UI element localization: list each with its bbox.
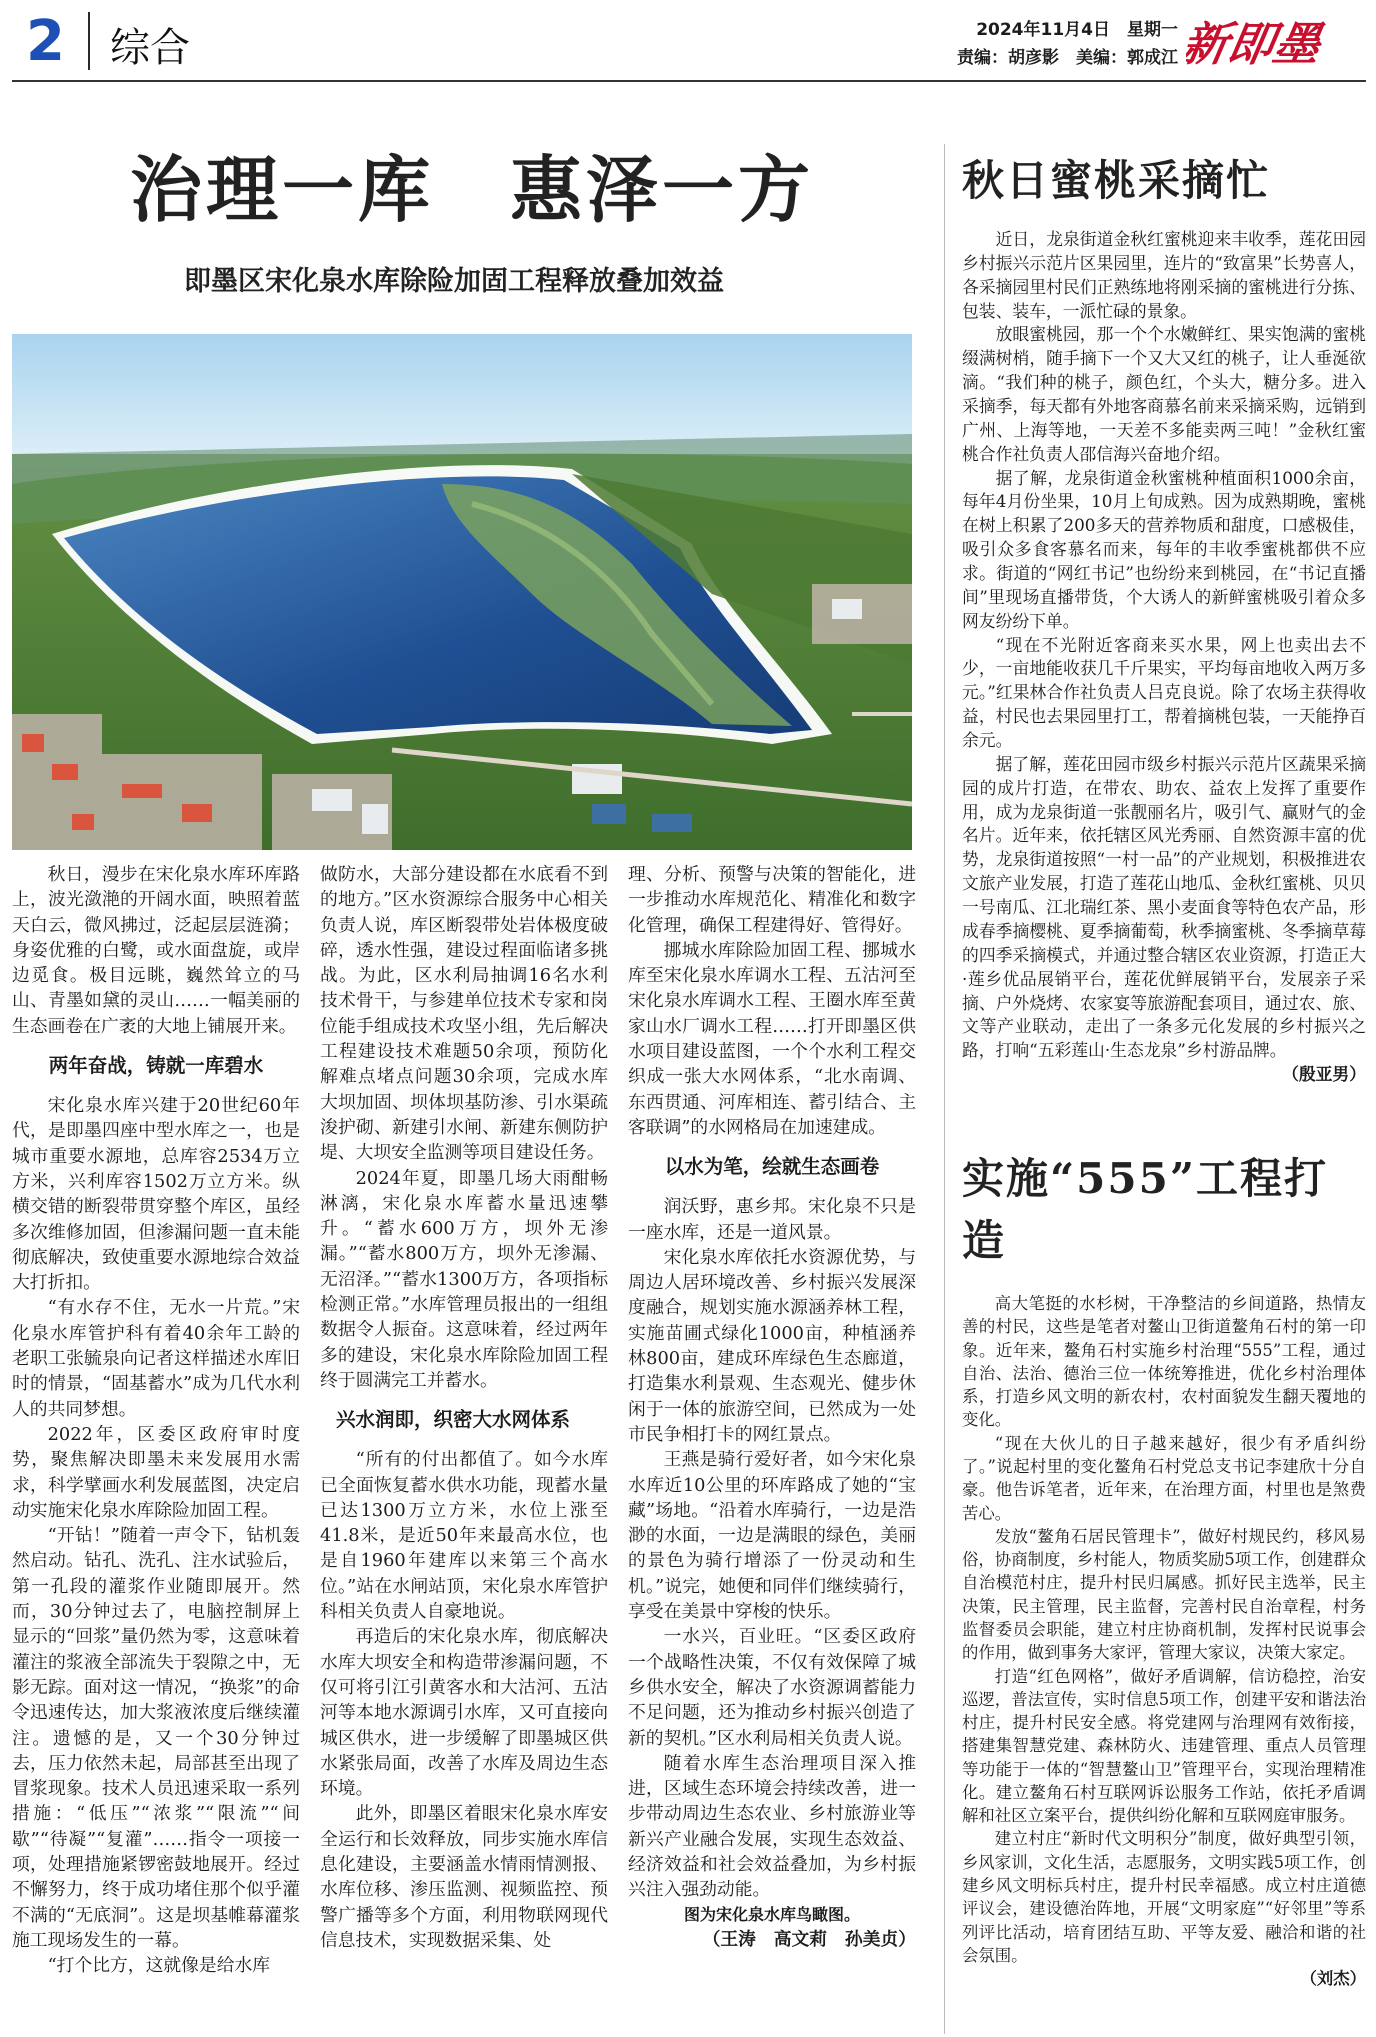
main-headline: 治理一库 惠泽一方	[130, 147, 815, 232]
subheading: 以水为笔，绘就生态画卷	[664, 1155, 880, 1179]
paragraph: 发放“鳌角石居民管理卡”，做好村规民约，移风易俗，协商制度，乡村能人，物质奖励5项工作，创建群众自治模范村庄，提升村民归属感。抓好民主选举，民主决策，民主管理，民主监督，完善村民自治章程，村务监督委员会职能，建立村庄协商机制，发挥村民说事会的作用，做到事务大家评，管理大家议，决策大家定。	[962, 1526, 1366, 1663]
paragraph: 据了解，龙泉街道金秋蜜桃种植面积1000余亩，每年4月份坐果，10月上旬成熟。因为成熟期晚，蜜桃在树上积累了200多天的营养物质和甜度，口感极佳，吸引众多食客慕名而来，每年的丰收季蜜桃都供不应求。街道的“网红书记”也纷纷来到桃园，在“书记直播间”里现场直播带货，个大诱人的新鲜蜜桃吸引着众多网友纷纷下单。	[962, 467, 1366, 631]
paragraph: 秋日，漫步在宋化泉水库环库路上，波光潋滟的开阔水面，映照着蓝天白云，微风拂过，泛起层层涟漪；身姿优雅的白鹭，或水面盘旋，或岸边觅食。极目远眺，巍然耸立的马山、青墨如黛的灵山……一幅美丽的生态画卷在广袤的大地上铺展开来。	[12, 864, 300, 1037]
paragraph: “现在大伙儿的日子越来越好，很少有矛盾纠纷了。”说起村里的变化鳌角石村党总支书记李建欣十分自豪。他告诉笔者，近年来，在治理方面，村里也是煞费苦心。	[962, 1433, 1366, 1523]
main-subheadline: 即墨区宋化泉水库除险加固工程释放叠加效益	[184, 266, 724, 297]
paragraph: 高大笔挺的水杉树，干净整洁的乡间道路，热情友善的村民，这些是笔者对鳌山卫街道鳌角石村的第一印象。近年来，鳌角石村实施乡村治理“555”工程，通过自治、法治、德治三位一体统筹推进，优化乡村治理体系，打造乡风文明的新农村，农村面貌发生翻天覆地的变化。	[962, 1294, 1366, 1430]
paragraph: 挪城水库除险加固工程、挪城水库至宋化泉水库调水工程、五沽河至宋化泉水库调水工程、王圈水库至黄家山水厂调水工程……打开即墨区供水项目建设蓝图，一个个水利工程交织成一张大水网体系，“北水南调、东西贯通、河库相连、蓄引结合、主客联调”的水网格局在加速建成。	[628, 939, 916, 1138]
main-article-column-1	[12, 862, 300, 2034]
header-rule	[12, 80, 1366, 82]
paragraph: 此外，即墨区着眼宋化泉水库安全运行和长效释放，同步实施水库信息化建设，主要涵盖水情雨情测报、水库位移、渗压监测、视频监控、预警广播等多个方面，利用物联网现代信息技术，实现数据采集、处	[320, 1803, 608, 1951]
header-divider	[88, 12, 90, 70]
paragraph: 据了解，莲花田园市级乡村振兴示范片区蔬果采摘园的成片打造，在带农、助农、益农上发挥了重要作用，成为龙泉街道一张靓丽名片，吸引气、赢财气的金名片。近年来，依托辖区风光秀丽、自然资源丰富的优势，龙泉街道按照“一村一品”的产业规划，积极推进农文旅产业发展，打造了莲花山地瓜、金秋红蜜桃、贝贝一号南瓜、江北瑞红茶、黑小麦面食等特色农产品，形成春季摘樱桃、夏季摘葡萄，秋季摘蜜桃、冬季摘草莓的四季采摘模式，并通过整合辖区农业资源，打造正大·莲乡优品展销平台，莲花优鲜展销平台，发展亲子采摘、户外烧烤、农家宴等旅游配套项目，通过农、旅、文等产业联动，走出了一条多元化发展的乡村振兴之路，打响“五彩莲山·生态龙泉”乡村游品牌。	[962, 753, 1366, 1061]
side-article-1-body	[962, 228, 1366, 1110]
paragraph: 随着水库生态治理项目深入推进，区域生态环境会持续改善，进一步带动周边生态农业、乡村旅游业等新兴产业融合发展，实现生态效益、经济效益和社会效益叠加，为乡村振兴注入强劲动能。	[628, 1752, 916, 1901]
byline: （王涛 高文莉 孙美贞）	[702, 1928, 916, 1950]
paragraph: 再造后的宋化泉水库，彻底解决水库大坝安全和构造带渗漏问题，不仅可将引江引黄客水和大沽河、五沽河等本地水源调引水库，又可直接向城区供水，进一步缓解了即墨城区供水紧张局面，改善了水库及周边生态环境。	[320, 1626, 608, 1800]
photo-caption: 图为宋化泉水库鸟瞰图。	[683, 1904, 860, 1924]
paragraph: 放眼蜜桃园，那一个个水嫩鲜红、果实饱满的蜜桃缀满树梢，随手摘下一个又大又红的桃子，让人垂涎欲滴。“我们种的桃子，颜色红，个头大，糖分多。进入采摘季，每天都有外地客商慕名前来采摘采购，远销到广州、上海等地，一天差不多能卖两三吨！”金秋红蜜桃合作社负责人邵信海兴奋地介绍。	[962, 324, 1366, 464]
byline: （刘杰）	[1300, 1969, 1366, 1989]
paragraph: 做防水，大部分建设都在水底看不到的地方。”区水资源综合服务中心相关负责人说，库区断裂带处岩体极度破碎，透水性强，建设过程面临诸多挑战。为此，区水利局抽调16名水利技术骨干，与参建单位技术专家和岗位能手组成技术攻坚小组，先后解决工程建设技术难题50余项，预防化解难点堵点问题30余项，完成水库大坝加固、坝体坝基防渗、引水渠疏浚护砌、新建引水闸、新建东侧防护堤、大坝安全监测等项目建设任务。	[320, 864, 608, 1164]
paragraph: 2024年夏，即墨几场大雨酣畅淋漓，宋化泉水库蓄水量迅速攀升。“蓄水600万方，坝外无渗漏。”“蓄水800万方，坝外无渗漏、无沼泽。”“蓄水1300万方，各项指标检测正常。”水库管理员报出的一组组数据令人振奋。这意味着，经过两年多的建设，宋化泉水库除险加固工程终于圆满完工并蓄水。	[320, 1167, 608, 1391]
paragraph: “所有的付出都值了。如今水库已全面恢复蓄水供水功能，现蓄水量已达1300万立方米，水位上涨至41.8米，是近50年来最高水位，也是自1960年建库以来第三个高水位。”站在水闸站顶，宋化泉水库管护科相关负责人自豪地说。	[320, 1449, 608, 1623]
paragraph: 理、分析、预警与决策的智能化，进一步推动水库规范化、精准化和数字化管理，确保工程建得好、管得好。	[628, 864, 916, 936]
side-article-2-body	[962, 1292, 1366, 2034]
paragraph: 近日，龙泉街道金秋红蜜桃迎来丰收季，莲花田园乡村振兴示范片区果园里，连片的“致富果”长势喜人，各采摘园里村民们正熟练地将刚采摘的蜜桃进行分拣、包装、装车，一派忙碌的景象。	[962, 229, 1366, 321]
side-article-1-headline: 秋日蜜桃采摘忙	[962, 156, 1271, 205]
headline-line	[962, 1272, 1366, 1276]
paragraph: 宋化泉水库依托水资源优势，与周边人居环境改善、乡村振兴发展深度融合，规划实施水源涵养林工程，实施苗圃式绿化1000亩，种植涵养林800亩，建成环库绿色生态廊道，打造集水利景观、生态观光、健步休闲于一体的旅游空间，已然成为一处市民争相打卡的网红景点。	[628, 1246, 916, 1445]
section-title: 综合	[110, 25, 190, 71]
paragraph: “打个比方，这就像是给水库	[47, 1955, 271, 1977]
paragraph: “开钻！”随着一声令下，钻机轰然启动。钻孔、洗孔、注水试验后，第一孔段的灌浆作业随即展开。然而，30分钟过去了，电脑控制屏上显示的“回浆”量仍然为零，这意味着灌注的浆液全部流失于裂隙之中，无影无踪。面对这一情况，“换浆”的命令迅速传达，加大浆液浓度后继续灌注。遗憾的是，又一个30分钟过去，压力依然未起，局部甚至出现了冒浆现象。技术人员迅速采取一系列措施：“低压”“浓浆”“限流”“间歇”“待凝”“复灌”……指令一项接一项，处理措施紧锣密鼓地展开。经过不懈努力，终于成功堵住那个似乎灌不满的“无底洞”。这是坝基帷幕灌浆施工现场发生的一幕。	[12, 1525, 300, 1951]
masthead-text: 新即墨	[1186, 16, 1325, 71]
issue-date: 2024年11月4日 星期一	[976, 20, 1178, 40]
paragraph: 王燕是骑行爱好者，如今宋化泉水库近10公里的环库路成了她的“宝藏”场地。“沿着水库骑行，一边是浩渺的水面，一边是满眼的绿色，美丽的景色为骑行增添了一份灵动和生机。”说完，她便和同伴们继续骑行，享受在美景中穿梭的快乐。	[628, 1449, 916, 1623]
headline-line: 实施“555”工程打造	[962, 1154, 1328, 1265]
reservoir-aerial-photo	[12, 334, 912, 850]
newspaper-masthead-logo	[1186, 10, 1366, 74]
paragraph: 一水兴，百业旺。“区委区政府一个战略性决策，不仅有效保障了城乡供水安全，解决了水资源调蓄能力不足问题，还为推动乡村振兴创造了新的契机。”区水利局相关负责人说。	[628, 1626, 916, 1749]
byline: （殷亚男）	[1282, 1064, 1366, 1085]
paragraph: 建立村庄“新时代文明积分”制度，做好典型引领，乡风家训，文化生活，志愿服务，文明实践5项工作，创建乡风文明标兵村庄，提升村民幸福感。成立村庄道德评议会，建设德治阵地，开展“文明家庭”“好邻里”等系列评比活动，培育团结互助、平等友爱、融洽和谐的社会氛围。	[962, 1829, 1366, 1965]
paragraph: “有水存不住，无水一片荒。”宋化泉水库管护科有着40余年工龄的老职工张毓泉向记者这样描述水库旧时的情景，“固基蓄水”成为几代水利人的共同梦想。	[12, 1297, 300, 1420]
paragraph: 润沃野，惠乡邦。宋化泉不只是一座水库，还是一道风景。	[628, 1196, 916, 1243]
subheading: 两年奋战，铸就一库碧水	[48, 1054, 264, 1078]
editors-credit: 责编：胡彦影 美编：郭成江	[957, 48, 1178, 68]
paragraph: 2022年，区委区政府审时度势，聚焦解决即墨未来发展用水需求，科学擘画水利发展蓝图，决定启动实施宋化泉水库除险加固工程。	[12, 1423, 300, 1521]
paragraph: “现在不光附近客商来买水果，网上也卖出去不少，一亩地能收获几千斤果实，平均每亩地收入两万多元。”红果林合作社负责人吕克良说。除了农场主获得收益，村民也去果园里打工，帮着摘桃包装，一天能挣百余元。	[962, 634, 1366, 751]
page-number: 2	[26, 9, 65, 74]
main-article-column-3	[628, 862, 916, 2034]
subheading: 兴水润即，织密大水网体系	[336, 1408, 571, 1432]
paragraph: 打造“红色网格”，做好矛盾调解，信访稳控，治安巡逻，普法宣传，实时信息5项工作，创建平安和谐法治村庄，提升村民安全感。将党建网与治理网有效衔接，搭建集智慧党建、森林防火、违建管理、重点人员管理等功能于一体的“智慧鳌山卫”管理平台，实现治理精准化。建立鳌角石村互联网诉讼服务工作站，依托矛盾调解和社区立案平台，提供纠纷化解和互联网庭审服务。	[962, 1666, 1366, 1826]
column-divider	[944, 144, 945, 2034]
paragraph: 宋化泉水库兴建于20世纪60年代，是即墨四座中型水库之一，也是城市重要水源地，总库容2534万立方米，兴利库容1502万立方米。纵横交错的断裂带贯穿整个库区，虽经多次维修加固，但渗漏问题一直未能彻底解决，致使重要水源地综合效益大打折扣。	[12, 1095, 300, 1294]
main-article-column-2	[320, 862, 608, 2034]
side-article-2-headline	[962, 1148, 1366, 1276]
